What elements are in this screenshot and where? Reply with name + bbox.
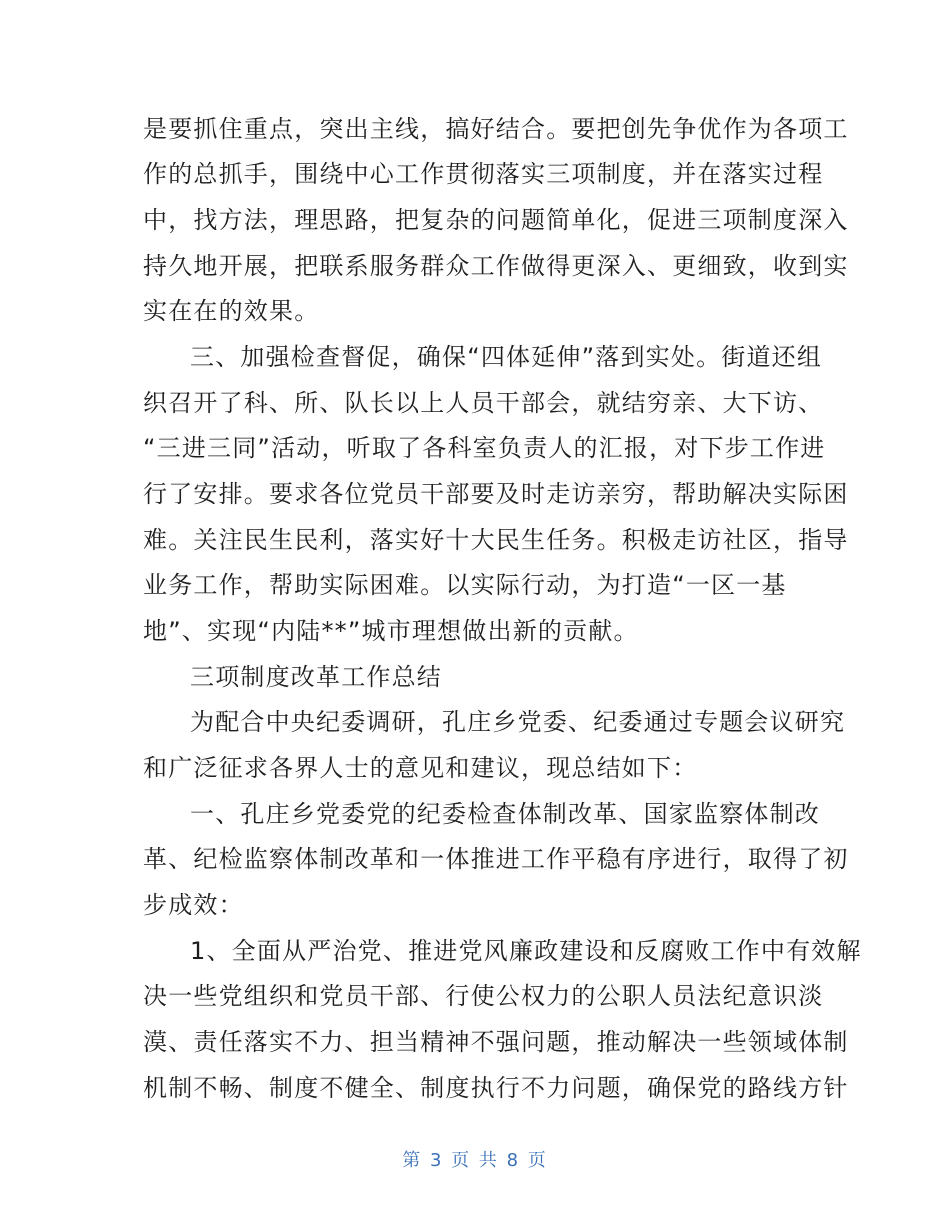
- text-line: 业务工作，帮助实际困难。以实际行动，为打造“一区一基: [143, 571, 787, 599]
- text-line: 难。关注民生民利，落实好十大民生任务。积极走访社区，指导: [143, 526, 849, 554]
- text-line: 决一些党组织和党员干部、行使公权力的公职人员法纪意识淡: [143, 982, 824, 1010]
- text-line: 三、加强检查督促，确保“四体延伸”落到实处。街道还组: [190, 343, 823, 371]
- text-line: 步成效：: [143, 891, 244, 919]
- text-line: “三进三同”活动，听取了各科室负责人的汇报，对下步工作进: [143, 434, 826, 462]
- text-line: 是要抓住重点，突出主线，搞好结合。要把创先争优作为各项工: [143, 115, 849, 143]
- text-line: 作的总抓手，围绕中心工作贯彻落实三项制度，并在落实过程: [143, 160, 824, 188]
- text-line: 行了安排。要求各位党员干部要及时走访亲穷，帮助解决实际困: [143, 480, 849, 508]
- text-line: 持久地开展，把联系服务群众工作做得更深入、更细致，收到实: [143, 252, 849, 280]
- text-line: 实在在的效果。: [143, 297, 320, 325]
- text-line: 一、孔庄乡党委党的纪委检查体制改革、国家监察体制改: [190, 800, 820, 828]
- text-line: 为配合中央纪委调研，孔庄乡党委、纪委通过专题会议研究: [190, 708, 846, 736]
- text-line: 织召开了科、所、队长以上人员干部会，就结穷亲、大下访、: [143, 389, 824, 417]
- text-line: 地”、实现“内陆**”城市理想做出新的贡献。: [143, 617, 639, 645]
- page-number: 第 3 页 共 8 页: [402, 1150, 548, 1171]
- section-title: 三项制度改革工作总结: [190, 663, 442, 691]
- text-line: 革、纪检监察体制改革和一体推进工作平稳有序进行，取得了初: [143, 845, 849, 873]
- text-line: 机制不畅、制度不健全、制度执行不力问题，确保党的路线方针: [143, 1074, 849, 1102]
- text-line: 漠、责任落实不力、担当精神不强问题，推动解决一些领域体制: [143, 1028, 849, 1056]
- text-line: 和广泛征求各界人士的意见和建议，现总结如下：: [143, 754, 698, 782]
- text-line: 中，找方法，理思路，把复杂的问题简单化，促进三项制度深入: [143, 206, 849, 234]
- text-line: 1、全面从严治党、推进党风廉政建设和反腐败工作中有效解: [190, 937, 862, 965]
